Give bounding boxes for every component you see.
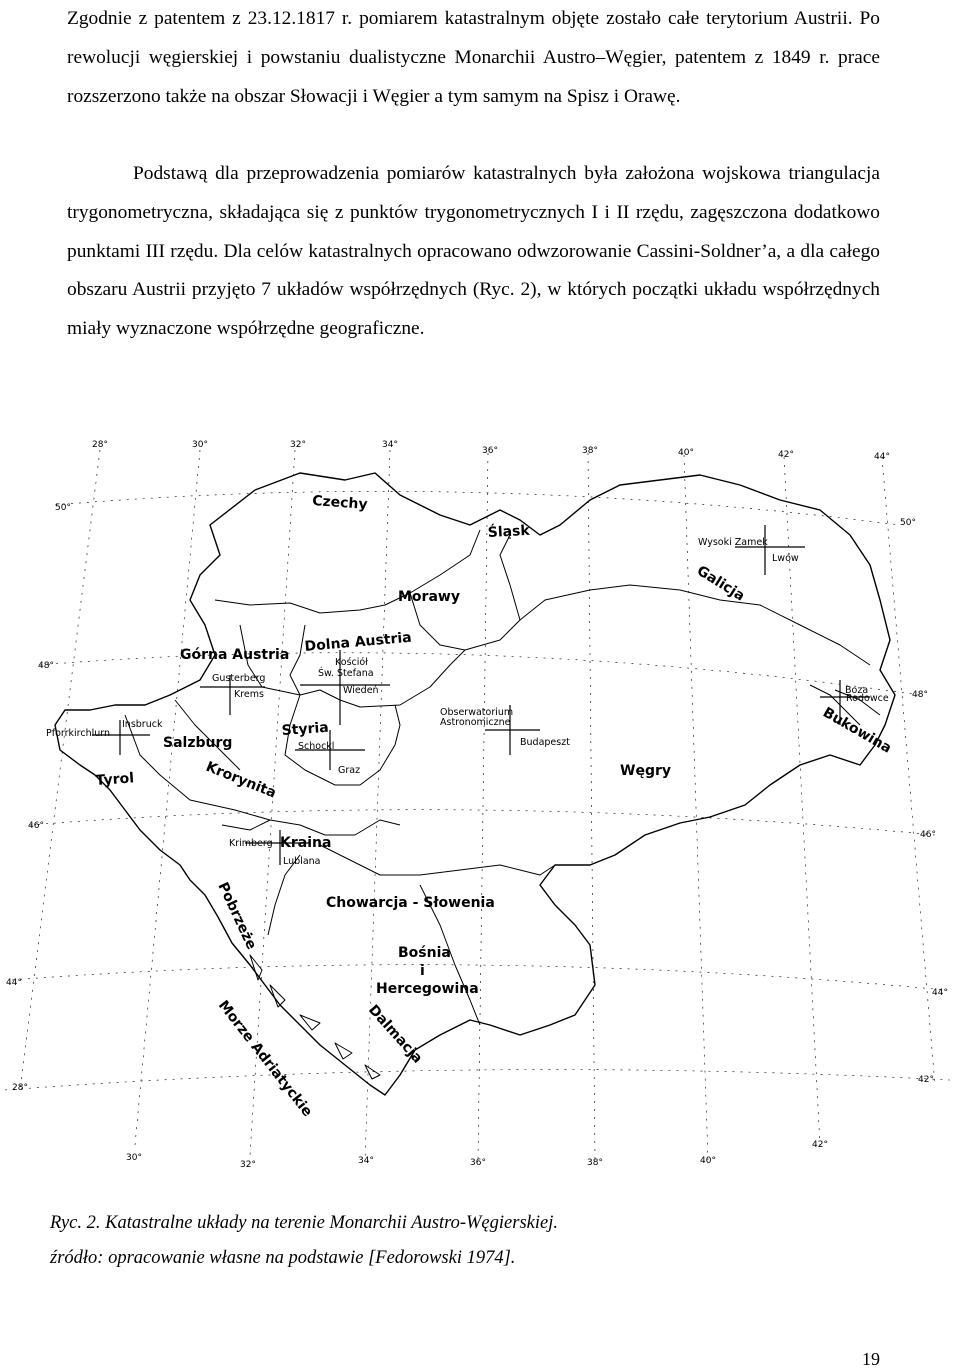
deg-bottom: 30° [126, 1153, 142, 1163]
figure-source: źródło: opracowanie własne na podstawie [Fedorowski 1974]. [50, 1248, 516, 1268]
point-wysoki-zamek: Wysoki Zamek [698, 537, 768, 548]
region-pobrzeze: Pobrzeże [214, 879, 260, 953]
point-rodowce: Rodowce [846, 693, 889, 704]
graticule [5, 450, 950, 1160]
point-lwow: Lwów [772, 553, 799, 564]
deg-bottom: 40° [700, 1156, 716, 1166]
point-krems: Krems [234, 689, 264, 700]
intro-paragraph: Zgodnie z patentem z 23.12.1817 r. pomiarem katastralnym objęte zostało całe terytorium Austrii. Po rewolucji węgierskiej i powstaniu dualistyczne Monarchii Austro–Węgier, patentem z 1849 r. prace rozszerzono także na obszar Słowacji i Węgier a tym samym na Spisz i Orawę. [67, 8, 880, 107]
deg-left: 50° [55, 503, 71, 513]
deg-top: 42° [778, 450, 794, 460]
deg-left: 44° [6, 978, 22, 988]
deg-top: 44° [874, 452, 890, 462]
region-styria: Styria [281, 719, 330, 739]
region-bosnia-i: i [420, 963, 425, 979]
deg-bottom: 32° [240, 1160, 256, 1170]
deg-left: 46° [28, 821, 44, 831]
point-pforrkirchlurn: Pforrkirchlurn [46, 728, 111, 739]
deg-top: 36° [482, 446, 498, 456]
point-gusterberg: Gusterberg [212, 673, 266, 684]
region-hercegowina: Hercegowina [376, 981, 479, 997]
triangulation-paragraph: Podstawą dla przeprowadzenia pomiarów katastralnych była założona wojskowa triangulacja trygonometryczna, składająca się z punktów trygonometrycznych I i II rzędu, zagęszczona dodatkowo punktami III rzędu. Dla celów katastralnych opracowano odwzorowanie Cassini-Soldner’a, a dla całego obszaru Austrii przyjęto 7 układów współrzędnych (Ryc. 2), w których początki układu współrzędnych miały wyznaczone współrzędne geograficzne. [67, 163, 880, 340]
degree-labels [6, 440, 948, 1170]
deg-top: 40° [678, 448, 694, 458]
deg-top: 38° [582, 446, 598, 456]
region-chorwacja: Chowarcja - Słowenia [326, 895, 495, 911]
deg-bottom: 42° [812, 1140, 828, 1150]
region-wegry: Węgry [620, 763, 671, 779]
deg-bottom: 36° [470, 1158, 486, 1168]
deg-right: 46° [920, 830, 936, 840]
region-salzburg: Salzburg [163, 735, 233, 751]
region-tyrol: Tyrol [95, 770, 135, 789]
region-gorna-austria: Górna Austria [180, 647, 290, 663]
point-insbruck: Insbruck [122, 719, 163, 730]
deg-top: 30° [192, 440, 208, 450]
deg-right: 50° [900, 518, 916, 528]
region-dalmacja: Dalmacja [365, 1001, 426, 1067]
region-morawy: Morawy [398, 589, 460, 605]
region-czechy: Czechy [311, 493, 369, 513]
region-kraina: Kraina [280, 835, 332, 851]
point-labels [46, 537, 889, 867]
deg-left: 48° [38, 661, 54, 671]
region-bukowina: Bukowina [820, 704, 895, 757]
deg-right: 48° [912, 690, 928, 700]
deg-top: 32° [290, 440, 306, 450]
deg-bottom: 38° [587, 1158, 603, 1168]
region-bosnia: Bośnia [398, 945, 451, 961]
point-schockl: Schockl [298, 741, 335, 752]
deg-right: 42° [918, 1075, 934, 1085]
deg-left: 28° [12, 1083, 28, 1093]
point-graz: Graz [338, 765, 361, 776]
origin-crosses [92, 525, 870, 865]
cadastral-systems-map [0, 425, 960, 1185]
region-slask: Śląsk [487, 522, 531, 541]
region-galicja: Galicja [693, 562, 748, 605]
point-kosciol: Kościół [335, 657, 368, 668]
point-sw-stefana: Św. Stefana [318, 668, 374, 679]
monarchy-outline [55, 473, 895, 1095]
point-krimberg: Krimberg [229, 838, 273, 849]
region-morze-adriatyckie: Morze Adriatyckie [214, 997, 316, 1120]
region-dolna-austria: Dolna Austria [303, 629, 413, 655]
point-lublana: Lublana [283, 856, 321, 867]
page-number: 19 [862, 1349, 880, 1369]
region-karyntia: Krorynita [203, 758, 279, 802]
point-boza: Boza [845, 685, 869, 696]
point-astronomiczne: Astronomiczne [440, 717, 511, 728]
point-obserwatorium: Obserwatorium [440, 707, 514, 718]
deg-top: 34° [382, 440, 398, 450]
point-wieden: Wiedeń [343, 685, 379, 696]
deg-right: 44° [932, 988, 948, 998]
figure-caption: Ryc. 2. Katastralne układy na terenie Monarchii Austro-Węgierskiej. [50, 1213, 558, 1233]
point-budapeszt: Budapeszt [520, 737, 570, 748]
deg-top: 28° [92, 440, 108, 450]
deg-bottom: 34° [358, 1156, 374, 1166]
